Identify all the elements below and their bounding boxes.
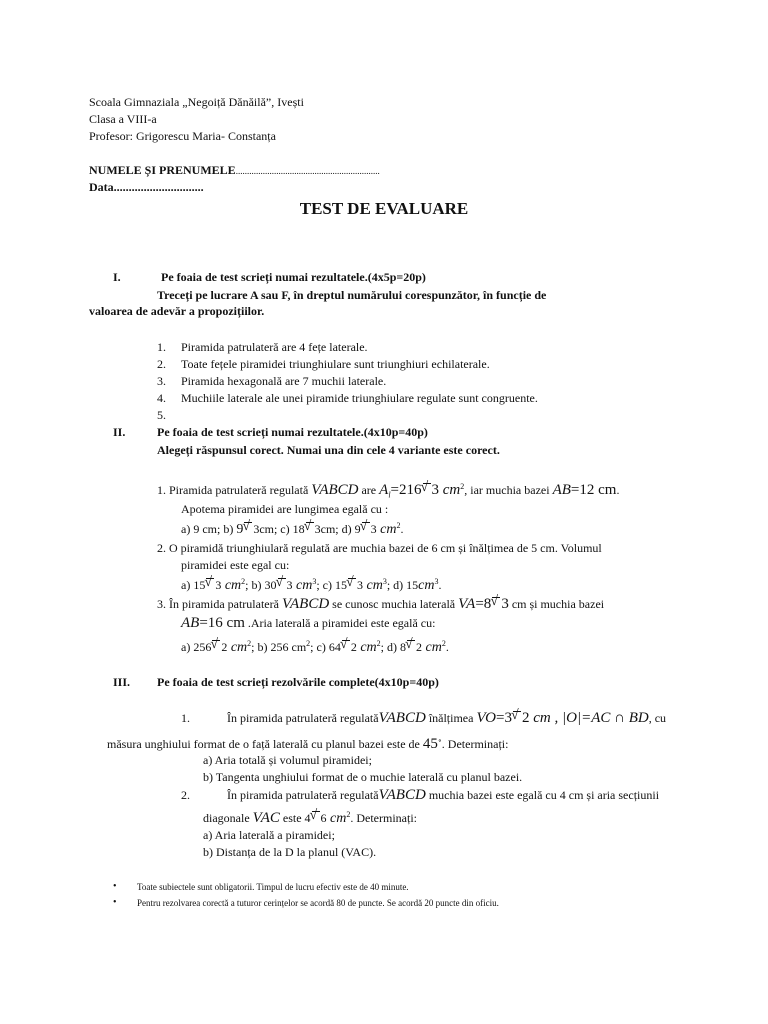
bullet-icon: • (113, 897, 117, 908)
name-dots: ................................................................ (235, 166, 380, 176)
section2-sub: Alegeți răspunsul corect. Numai una din cele 4 variante este corect. (157, 443, 500, 457)
problem-2-number: 2. (181, 788, 190, 802)
note-1: Toate subiectele sunt obligatorii. Timpul de lucru efectiv este de 40 minute. (137, 882, 409, 892)
problem-1-line2: măsura unghiului format de o față laterală cu planul bazei este de 45∘. Determinați: (107, 736, 509, 752)
section2-instruction: Pe foaia de test scrieți numai rezultatele.(4x10p=40p) (157, 425, 428, 439)
question-2-options: a) 15 3 √ $cm^2$; b) 30 3 √ $cm^3$; c) 15 3 √ $cm^3$; d) $15cm^3$. (181, 575, 441, 593)
section1-sub2: valoarea de adevăr a propozițiilor. (89, 304, 265, 318)
class-label: Clasa a VIII-a (89, 112, 157, 126)
problem-1-b: b) Tangenta unghiului format de o muchie laterală cu planul bazei. (203, 770, 523, 784)
question-3: 3. În piramida patrulateră VABCD se cunosc muchia laterală VA=8 3 √ cm și muchia bazei (157, 597, 604, 611)
date-label: Data.............................. (89, 180, 204, 194)
name-line (89, 163, 380, 178)
school-name: Scoala Gimnaziala „Negoiță Dănăilă”, Ivești (89, 95, 304, 109)
question-1: 1. Piramida patrulateră regulată VABCD are $A_l=216$ 3 √ $cm^2$, iar muchia bazei AB=12 cm. (157, 480, 619, 502)
note-2: Pentru rezolvarea corectă a tuturor cerințelor se acordă 80 de puncte. Se acordă 20 puncte din oficiu. (137, 898, 499, 908)
question-2-line2: piramidei este egal cu: (181, 558, 290, 572)
problem-1: În piramida patrulateră regulatăVABCD înălțimea VO=3 2 √ cm , |O|=AC ∩ BD, cu (227, 711, 666, 725)
list-item: 1. (157, 340, 166, 354)
section3-instruction: Pe foaia de test scrieți rezolvările complete(4x10p=40p) (157, 675, 439, 689)
problem-2-line2: diagonale VAC este 4 6 √ $cm^2$. Determinați: (203, 808, 417, 826)
teacher-label: Profesor: Grigorescu Maria- Constanța (89, 129, 276, 143)
problem-1-a: a) Aria totală și volumul piramidei; (203, 753, 372, 767)
list-item: 4. (157, 391, 166, 405)
list-item-text: Piramida patrulateră are 4 fețe laterale. (181, 340, 368, 354)
section1-sub1: Treceți pe lucrare A sau F, în dreptul numărului corespunzător, în funcție de (157, 288, 547, 302)
question-1-options: a) 9 cm; b) 9 3 √cm; c) 18 3 √cm; d) 9 3 √ $cm^2$. (181, 519, 403, 537)
question-3-line2: AB=16 cm .Aria laterală a piramidei este egală cu: (181, 615, 436, 631)
problem-2-b: b) Distanța de la D la planul (VAC). (203, 845, 377, 859)
list-item-text: Piramida hexagonală are 7 muchii laterale. (181, 374, 387, 388)
section2-number: II. (113, 425, 126, 439)
bullet-icon: • (113, 881, 117, 892)
section3-number: III. (113, 675, 131, 689)
list-item-text: Muchiile laterale ale unei piramide triunghiulare regulate sunt congruente. (181, 391, 538, 405)
list-item-text: Toate fețele piramidei triunghiulare sunt triunghiuri echilaterale. (181, 357, 490, 371)
list-item: 3. (157, 374, 166, 388)
question-2: 2. O piramidă triunghiulară regulată are muchia bazei de 6 cm și înălțimea de 5 cm. Volumul (157, 541, 602, 555)
name-label: NUMELE ȘI PRENUMELE (89, 163, 236, 177)
list-item: 5. (157, 408, 166, 422)
section1-number: I. (113, 270, 121, 284)
problem-1-number: 1. (181, 711, 190, 725)
question-1-line2: Apotema piramidei are lungimea egală cu : (181, 502, 389, 516)
question-3-options: a) 256 2 √ $cm^2$; b) 256 $cm^2$; c) 64 2 √ $cm^2$; d) 8 2 √ $cm^2$. (181, 637, 449, 655)
page-title: TEST DE EVALUARE (299, 199, 469, 218)
problem-2: În piramida patrulateră regulatăVABCD muchia bazei este egală cu 4 cm și aria secțiunii (227, 787, 660, 803)
list-item: 2. (157, 357, 166, 371)
section1-instruction: Pe foaia de test scrieți numai rezultatele.(4x5p=20p) (161, 270, 426, 284)
problem-2-a: a) Aria laterală a piramidei; (203, 828, 335, 842)
